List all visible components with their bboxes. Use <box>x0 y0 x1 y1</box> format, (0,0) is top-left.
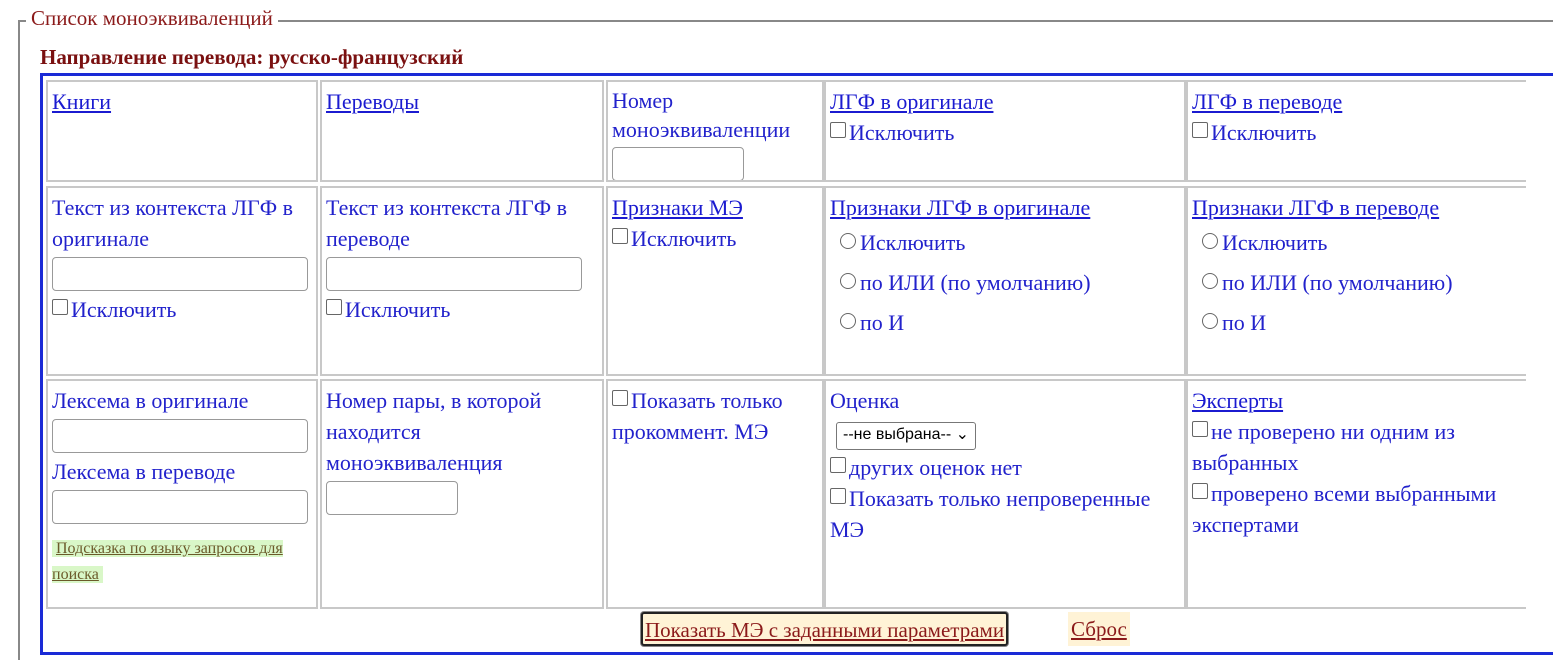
feat-trans-radio-exclude[interactable]: Исключить <box>1202 223 1522 263</box>
feat-orig-radio-and[interactable]: по И <box>840 303 1180 343</box>
checkbox[interactable] <box>830 488 846 504</box>
feat-trans-radio-and[interactable]: по И <box>1202 303 1522 343</box>
feat-orig-radio-exclude[interactable]: Исключить <box>840 223 1180 263</box>
show-me-button[interactable]: Показать МЭ с заданными параметрами <box>641 612 1008 646</box>
ctx-trans-label: Текст из контекста ЛГФ в переводе <box>326 195 568 251</box>
books-link[interactable]: Книги <box>52 89 112 114</box>
checkbox[interactable] <box>1192 122 1208 138</box>
query-hint-link[interactable] <box>52 536 312 588</box>
lgf-orig-link[interactable]: ЛГФ в оригинале <box>830 89 994 114</box>
query-hint-text[interactable]: Подсказка по языку запросов для поиска <box>52 540 283 583</box>
ctx-orig-exclude[interactable] <box>52 294 312 325</box>
exclude-label: Исключить <box>849 120 955 145</box>
me-number-label: Номер моноэквиваленции <box>612 88 791 142</box>
exclude-label: Исключить <box>71 297 177 322</box>
exclude-label: Исключить <box>1211 120 1317 145</box>
fieldset-legend: Список моноэквиваленций <box>26 6 278 31</box>
checkbox[interactable] <box>612 390 628 406</box>
checkbox[interactable] <box>52 299 68 315</box>
not-checked-any-option[interactable]: не проверено ни одним из выбранных <box>1192 419 1455 475</box>
cell-ctx-orig <box>46 186 318 376</box>
commented-only-option[interactable] <box>612 385 818 447</box>
cell-feat-orig <box>824 186 1186 376</box>
ctx-trans-input[interactable] <box>326 257 582 291</box>
feat-trans-link[interactable]: Признаки ЛГФ в переводе <box>1192 195 1440 220</box>
me-number-input[interactable] <box>612 147 744 181</box>
chevron-down-icon: ⌄ <box>955 426 970 443</box>
me-features-exclude[interactable] <box>612 223 818 254</box>
lgf-orig-exclude[interactable] <box>830 117 1180 148</box>
checked-all-option[interactable]: проверено всеми выбранными экспертами <box>1192 481 1497 537</box>
feat-trans-radio-or[interactable]: по ИЛИ (по умолчанию) <box>1202 263 1522 303</box>
ctx-orig-label: Текст из контекста ЛГФ в оригинале <box>52 195 294 251</box>
checkbox[interactable] <box>1192 483 1208 499</box>
cell-experts <box>1186 379 1526 609</box>
translations-link[interactable]: Переводы <box>326 89 419 114</box>
lgf-trans-link[interactable]: ЛГФ в переводе <box>1192 89 1343 114</box>
exclude-label: Исключить <box>631 226 737 251</box>
radio[interactable] <box>840 273 856 289</box>
translation-direction: Направление перевода: русско-французский <box>40 45 464 69</box>
checkbox[interactable] <box>830 457 846 473</box>
checkbox[interactable] <box>1192 421 1208 437</box>
feat-orig-link[interactable]: Признаки ЛГФ в оригинале <box>830 195 1091 220</box>
pair-number-input[interactable] <box>326 481 458 515</box>
pair-number-label: Номер пары, в которой находится моноэквиваленция <box>326 388 542 475</box>
experts-link[interactable]: Эксперты <box>1192 388 1284 413</box>
lex-trans-label: Лексема в переводе <box>52 459 236 484</box>
exclude-label: Исключить <box>345 297 451 322</box>
commented-only-label: Показать только прокоммент. МЭ <box>612 388 783 444</box>
unchecked-only-option[interactable]: Показать только непроверенные МЭ <box>830 486 1151 542</box>
cell-rating <box>824 379 1186 609</box>
cell-feat-trans <box>1186 186 1526 376</box>
rating-label: Оценка <box>830 388 900 413</box>
feat-orig-radio-or[interactable]: по ИЛИ (по умолчанию) <box>840 263 1180 303</box>
radio[interactable] <box>840 233 856 249</box>
cell-lexemes <box>46 379 318 609</box>
cell-lgf-trans <box>1186 80 1526 182</box>
reset-link[interactable]: Сброс <box>1068 612 1130 646</box>
lex-orig-input[interactable] <box>52 419 308 453</box>
checkbox[interactable] <box>612 228 628 244</box>
ctx-trans-exclude[interactable] <box>326 294 598 325</box>
cell-me-number <box>606 80 824 182</box>
cell-pair-number <box>320 379 604 609</box>
radio[interactable] <box>1202 233 1218 249</box>
me-features-link[interactable]: Признаки МЭ <box>612 195 743 220</box>
checkbox[interactable] <box>326 299 342 315</box>
radio[interactable] <box>840 313 856 329</box>
cell-ctx-trans <box>320 186 604 376</box>
cell-lgf-orig <box>824 80 1186 182</box>
cell-me-features <box>606 186 824 376</box>
no-other-ratings-option[interactable]: других оценок нет <box>830 452 1180 483</box>
lex-orig-label: Лексема в оригинале <box>52 388 249 413</box>
lgf-trans-exclude[interactable] <box>1192 117 1522 148</box>
rating-select[interactable]: --не выбрана-- ⌄ <box>836 422 976 450</box>
cell-books <box>46 80 318 182</box>
ctx-orig-input[interactable] <box>52 257 308 291</box>
cell-commented <box>606 379 824 609</box>
checkbox[interactable] <box>830 122 846 138</box>
cell-translations <box>320 80 604 182</box>
radio[interactable] <box>1202 313 1218 329</box>
radio[interactable] <box>1202 273 1218 289</box>
lex-trans-input[interactable] <box>52 490 308 524</box>
